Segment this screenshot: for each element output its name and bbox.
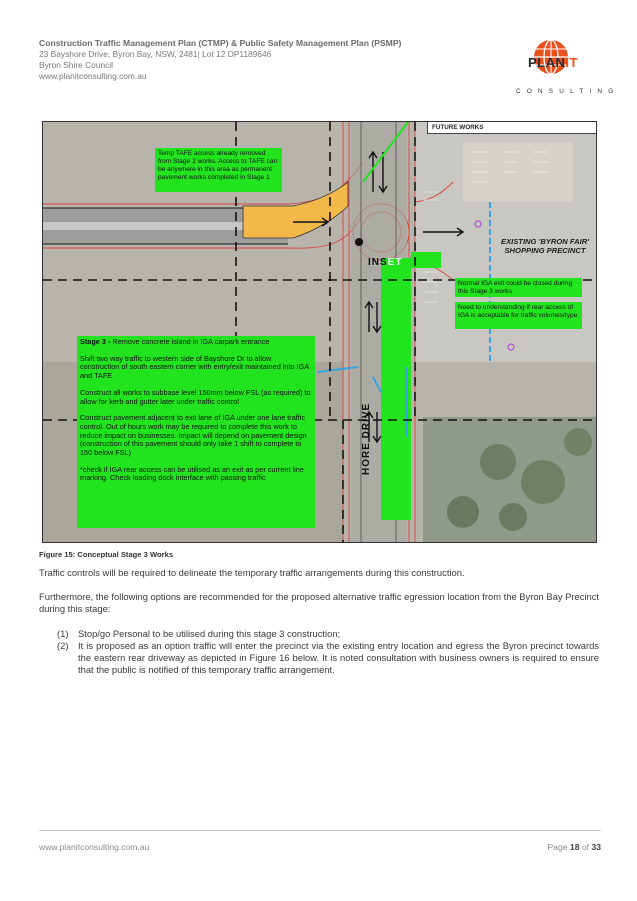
council-name: Byron Shire Council (39, 60, 114, 70)
iga-exit-note: Normal IGA exit could be closed during this Stage 3 works (455, 278, 582, 297)
logo-wordmark (528, 55, 578, 70)
body-paragraph-1: Traffic controls will be required to delineate the temporary traffic arrangements during this construction. (39, 567, 465, 578)
header-website: www.planitconsulting.com.au (39, 71, 147, 81)
page-total: 33 (591, 842, 601, 852)
footer-website: www.planitconsulting.com.au (39, 842, 150, 852)
list-item-text: Stop/go Personal to be utilised during this stage 3 construction; (78, 628, 341, 639)
stage3-works-figure (42, 121, 597, 543)
street-label: HORE DRIVE (361, 402, 372, 475)
list-item-number: (2) (57, 640, 69, 651)
list-item (39, 640, 599, 676)
stage3-step-3: Construct pavement adjacent to exit lane of IGA under one lane traffic control. Out of hours work may be required to complete this work to reduce impact on businesses. Impact will depend on pavement design (construction of this pavement should only take 1 shift to complete to 150 below FSL) (80, 413, 307, 458)
document-title: Construction Traffic Management Plan (CTMP) & Public Safety Management Plan (PSMP) (39, 38, 402, 48)
shopping-precinct-label: EXISTING 'BYRON FAIR' SHOPPING PRECINCT (501, 237, 589, 255)
list-item (39, 628, 599, 640)
figure-caption: Figure 15: Conceptual Stage 3 Works (39, 550, 174, 559)
stage3-heading: Stage 3 - (80, 337, 111, 346)
rear-access-note: Need to understanding if rear access of IGA is acceptable for traffic volumes/type (455, 302, 582, 329)
stage3-works-note (77, 336, 315, 528)
logo-word-accent: IT (565, 55, 578, 70)
stage3-check-note: *check if IGA rear access can be utilised as an exit as per current line marking. Check loading dock interface with passing traffic (80, 464, 304, 483)
logo-subtitle: CONSULTING (516, 88, 620, 95)
page-number (547, 842, 601, 852)
page-of-label: of (581, 842, 590, 852)
stage3-heading-rest: Remove concrete island in IGA carpark entrance (110, 337, 270, 346)
inset-label-suffix: ET (387, 257, 403, 268)
list-item-text: It is proposed as an option traffic will enter the precinct via the existing entry location and egress the Byron precinct towards the eastern rear driveway as depicted in Figure 16 below. It is noted consultation with business owners is required to ensure that the public is notified of this temporary traffic arrangement. (78, 640, 599, 675)
stage3-step-2: Construct all works to subbase level 150mm below FSL (as required) to allow for kerb and gutter later under traffic control (80, 387, 311, 406)
inset-label (368, 257, 402, 268)
logo-word-main: PLAN (528, 55, 566, 70)
stage3-step-1: Shift two way traffic to western side of Bayshore Dr to allow construction of south eastern corner with entry/exit maintained into IGA and TAFE (80, 353, 309, 381)
page-current: 18 (569, 842, 580, 852)
body-paragraph-2: Furthermore, the following options are recommended for the proposed alternative traffic egression location from the Byron Bay Precinct during this stage: (39, 591, 600, 614)
footer-divider (39, 830, 601, 831)
recommendation-list (39, 628, 599, 676)
document-header (39, 38, 459, 82)
inset-label-prefix: INS (368, 257, 388, 268)
list-item-number: (1) (57, 628, 69, 639)
page-label: Page (547, 842, 568, 852)
tafe-access-note: Temp TAFE access already removed from Stage 2 works. Access to TAFE can be anywhere in this area as permanent pavement works completed in Stage 1 (155, 148, 282, 192)
site-address: 23 Bayshore Drive, Byron Bay, NSW, 2481| Lot 12 DP1189646 (39, 49, 272, 59)
future-works-label: FUTURE WORKS (427, 122, 596, 134)
